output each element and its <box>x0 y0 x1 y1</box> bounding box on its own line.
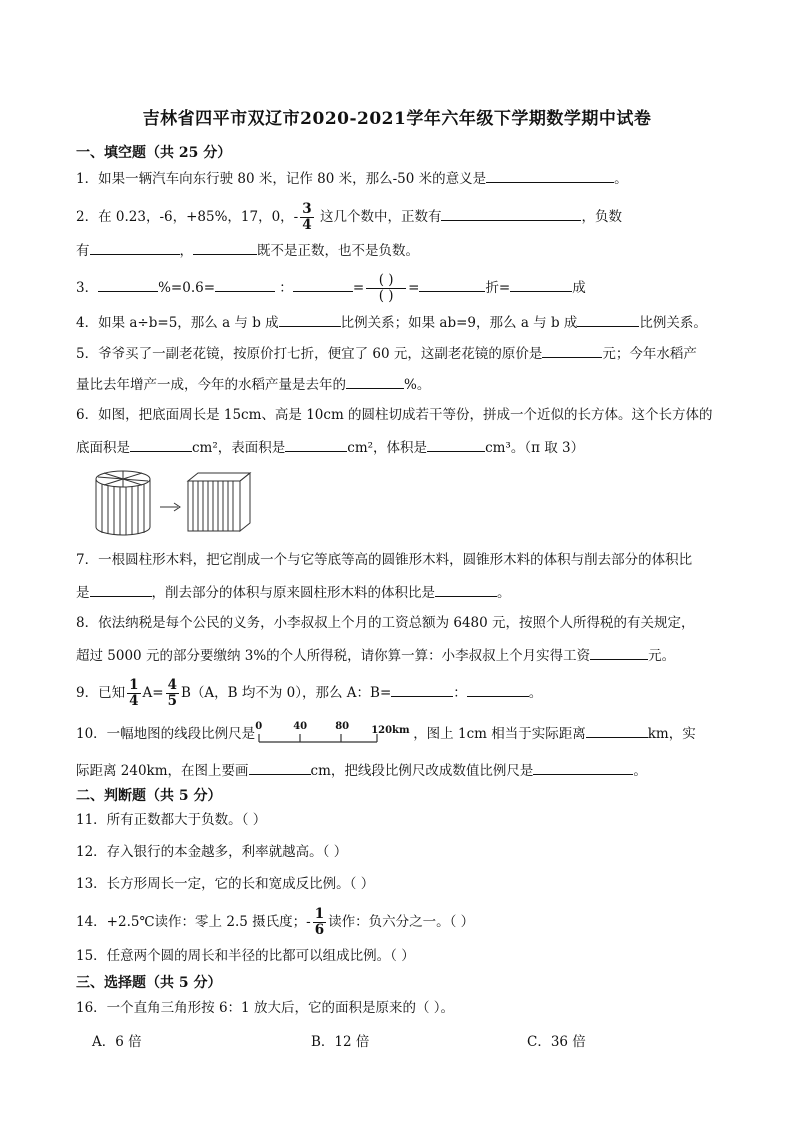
option-c[interactable]: C．36 倍 <box>527 1034 586 1050</box>
answer-blank[interactable] <box>427 437 485 452</box>
question-9: 9．已知 $\frac{1}{4}$ A= $\frac{4}{5}$ B（A，B 均不为 0），那么 A：B= ： 。 <box>76 677 543 709</box>
answer-blank[interactable] <box>293 277 353 292</box>
scale-label: 40 <box>293 720 308 732</box>
question-5-line-2: 量比去年增产一成，今年的水稻产量是去年的 %。 <box>76 374 430 394</box>
section-heading-fill-in: 一、填空题（共 25 分） <box>76 145 232 161</box>
question-14: 14．+2.5℃读作：零上 2.5 摄氏度；- $\frac{1}{6}$ 读作：负六分之一。（ ） <box>76 906 475 938</box>
question-7-line-2: 是 ，削去部分的体积与原来圆柱形木料的体积比是 。 <box>76 582 511 602</box>
answer-blank[interactable] <box>590 645 648 660</box>
section-heading-multiple-choice: 三、选择题（共 5 分） <box>76 975 222 991</box>
answer-blank[interactable] <box>249 760 311 775</box>
question-15: 15．任意两个圆的周长和半径的比都可以组成比例。（ ） <box>76 948 415 964</box>
line-scale-bar <box>255 720 413 746</box>
option-a[interactable]: A．6 倍 <box>92 1034 142 1050</box>
section-heading-true-false: 二、判断题（共 5 分） <box>76 788 222 804</box>
answer-blank[interactable] <box>419 277 485 292</box>
question-13: 13．长方形周长一定，它的长和宽成反比例。（ ） <box>76 876 375 892</box>
question-6: 6．如图，把底面周长是 15cm、高是 10cm 的圆柱切成若干等份，拼成一个近似的长方体。这个长方体的 <box>76 407 713 423</box>
answer-blank[interactable] <box>98 277 158 292</box>
answer-blank[interactable] <box>467 682 529 697</box>
answer-blank[interactable] <box>90 582 152 597</box>
answer-blank[interactable] <box>586 723 648 738</box>
answer-blank[interactable] <box>285 437 347 452</box>
fraction: $\frac{1}{4}$ <box>129 677 139 709</box>
question-12: 12．存入银行的本金越多，利率就越高。（ ） <box>76 844 348 860</box>
scale-label: 80 <box>335 720 350 732</box>
question-3: 3． %=0.6= ： = $\frac{( )}{( )}$ = 折= 成 <box>76 272 586 304</box>
answer-blank[interactable] <box>542 343 602 358</box>
question-10: 10．一幅地图的线段比例尺是 0 40 80 120km ，图上 1cm 相当于实际距离 km，实 <box>76 723 696 746</box>
fraction: $\frac{1}{6}$ <box>314 906 325 938</box>
answer-blank[interactable] <box>90 240 180 255</box>
question-6-line-2: 底面积是 cm²，表面积是 cm²，体积是 cm³。（π 取 3） <box>76 437 584 457</box>
question-16: 16．一个直角三角形按 6：1 放大后，它的面积是原来的（ ）。 <box>76 1000 454 1016</box>
fraction: $\frac{4}{5}$ <box>167 677 177 709</box>
question-2-line-2: 有 ， 既不是正数，也不是负数。 <box>76 240 419 260</box>
blank-fraction: $\frac{( )}{( )}$ <box>366 273 406 304</box>
question-8: 8．依法纳税是每个公民的义务，小李叔叔上个月的工资总额为 6480 元，按照个人所得税的有关规定， <box>76 615 695 631</box>
answer-blank[interactable] <box>533 760 633 775</box>
question-8-line-2: 超过 5000 元的部分要缴纳 3%的个人所得税，请你算一算：小李叔叔上个月实得工资 元。 <box>76 645 675 665</box>
document-title: 吉林省四平市双辽市2020-2021学年六年级下学期数学期中试卷 <box>142 109 652 129</box>
scale-label: 0 <box>255 720 263 732</box>
question-1: 1．如果一辆汽车向东行驶 80 米，记作 80 米，那么-50 米的意义是 。 <box>76 168 628 188</box>
answer-blank[interactable] <box>215 277 275 292</box>
question-5: 5．爷爷买了一副老花镜，按原价打七折，便宜了 60 元，这副老花镜的原价是 元；今年水稻产 <box>76 343 697 363</box>
answer-blank[interactable] <box>441 206 581 221</box>
option-b[interactable]: B．12 倍 <box>311 1034 370 1050</box>
fraction: $\frac{3}{4}$ <box>302 201 312 233</box>
question-11: 11．所有正数都大于负数。（ ） <box>76 812 267 828</box>
scale-label: 120km <box>371 724 410 736</box>
answer-blank[interactable] <box>435 582 497 597</box>
answer-blank[interactable] <box>486 168 614 183</box>
answer-blank[interactable] <box>391 682 453 697</box>
question-7: 7．一根圆柱形木料，把它削成一个与它等底等高的圆锥形木料，圆锥形木料的体积与削去部分的体积比 <box>76 552 693 568</box>
cylinder-to-cuboid-figure <box>90 467 260 539</box>
question-4: 4．如果 a÷b=5，那么 a 与 b 成 比例关系；如果 ab=9，那么 a 与 b 成 比例关系。 <box>76 312 707 332</box>
answer-blank[interactable] <box>510 277 572 292</box>
question-10-line-2: 际距离 240km，在图上要画 cm，把线段比例尺改成数值比例尺是 。 <box>76 760 647 780</box>
answer-blank[interactable] <box>279 312 341 327</box>
answer-blank[interactable] <box>130 437 192 452</box>
answer-blank[interactable] <box>346 374 404 389</box>
answer-blank[interactable] <box>577 312 639 327</box>
question-2: 2．在 0.23，-6，+85%，17，0，- $\frac{3}{4}$ 这几个数中，正数有 ，负数 <box>76 201 622 233</box>
answer-blank[interactable] <box>193 240 257 255</box>
